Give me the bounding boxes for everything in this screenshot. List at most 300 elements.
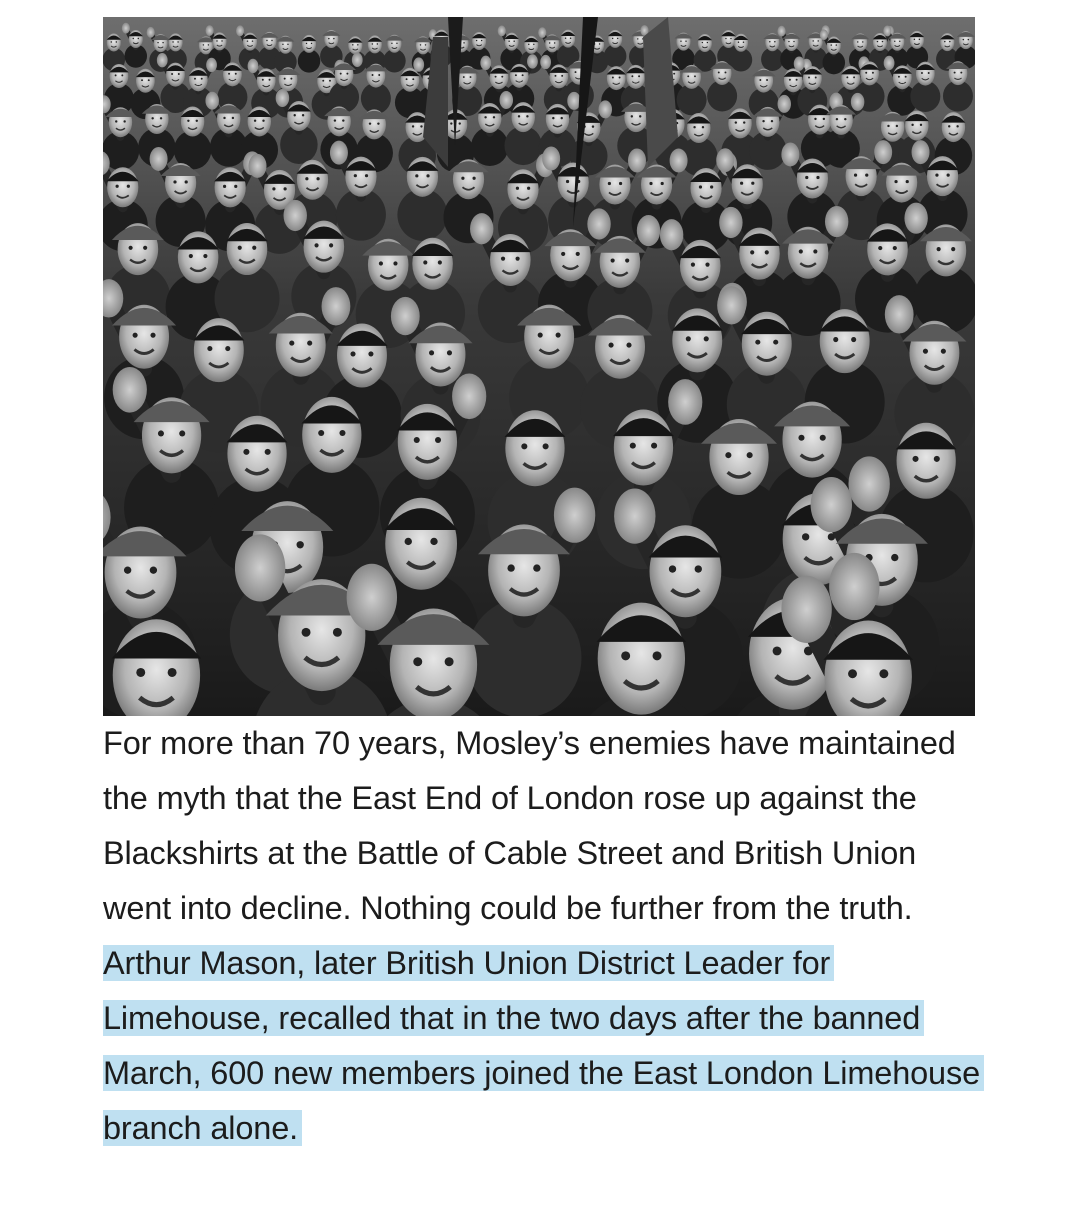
raised-hand (330, 141, 348, 165)
highlighted-text[interactable]: Arthur Mason, later British Union District Leader for Limehouse, recalled that in the two days after the banned March, 600 new members joined the East London Limehouse branch alone. (103, 945, 984, 1146)
eye (201, 78, 203, 80)
eye (518, 115, 520, 117)
eye (282, 44, 283, 45)
eye (157, 42, 158, 43)
eye (808, 77, 810, 79)
raised-hand (113, 367, 147, 413)
eye (133, 333, 138, 338)
eye (127, 185, 130, 188)
eye (495, 76, 497, 78)
eye (928, 72, 930, 74)
eye (877, 41, 878, 42)
eye (638, 75, 640, 77)
raised-hand (829, 553, 879, 620)
eye (747, 452, 753, 458)
eye (923, 349, 928, 354)
eye (680, 40, 681, 41)
eye (111, 41, 112, 42)
eye (216, 40, 217, 41)
eye (543, 443, 549, 449)
raised-hand (599, 100, 613, 118)
eye (501, 76, 503, 78)
raised-hand (540, 55, 551, 69)
eye (177, 41, 178, 42)
eye (846, 76, 848, 78)
eye (905, 76, 907, 78)
eye (158, 430, 164, 436)
eye (637, 38, 638, 39)
eye (921, 72, 923, 74)
eye (608, 182, 611, 185)
raised-hand (885, 295, 914, 333)
eye (565, 37, 566, 38)
eye (527, 187, 530, 190)
eye (815, 77, 817, 79)
eye (123, 120, 125, 122)
eye (893, 246, 897, 250)
eye (329, 243, 333, 247)
eye (116, 185, 119, 188)
raised-hand (284, 200, 307, 231)
eye (937, 247, 941, 251)
eye (649, 182, 652, 185)
eye (812, 40, 813, 41)
eye (611, 258, 615, 262)
eye (339, 430, 345, 436)
eye (836, 44, 837, 45)
eye (243, 449, 249, 455)
eye (865, 72, 867, 74)
eye (461, 177, 464, 180)
eye (203, 44, 204, 45)
eye (459, 122, 461, 124)
eye (725, 452, 731, 458)
eye (762, 120, 764, 122)
eye (609, 343, 614, 348)
eye (960, 72, 962, 74)
eye (823, 118, 825, 120)
eye (699, 185, 702, 188)
raised-hand (719, 207, 742, 238)
eye (287, 44, 288, 45)
eye (115, 74, 117, 76)
eye (235, 73, 237, 75)
eye (694, 75, 696, 77)
eye (906, 180, 909, 183)
eye (561, 75, 563, 77)
eye (513, 41, 514, 42)
eye (420, 44, 421, 45)
raised-hand (874, 140, 892, 164)
eye (853, 76, 855, 78)
eye (533, 564, 540, 571)
eye (129, 246, 133, 250)
eye (405, 538, 412, 545)
eye (533, 44, 534, 45)
eye (450, 122, 452, 124)
eye (508, 41, 509, 42)
raised-hand (352, 53, 363, 67)
eye (554, 42, 555, 43)
eye (865, 174, 868, 177)
eye (252, 246, 256, 250)
eye (879, 669, 888, 678)
raised-hand (470, 213, 493, 244)
eye (208, 44, 209, 45)
eye (297, 541, 304, 548)
eye (463, 76, 465, 78)
eye (599, 43, 600, 44)
raised-hand (781, 142, 799, 166)
eye (702, 126, 704, 128)
eye (350, 351, 355, 356)
raised-hand (717, 286, 746, 324)
eye (438, 260, 442, 264)
eye (751, 182, 754, 185)
eye (415, 174, 418, 177)
eye (311, 43, 312, 44)
raised-hand (236, 25, 244, 36)
eye (769, 41, 770, 42)
eye (412, 125, 414, 127)
eye (934, 456, 940, 462)
raised-hand (452, 373, 486, 419)
eye (894, 180, 897, 183)
eye (150, 333, 155, 338)
eye (661, 182, 664, 185)
raised-hand (825, 206, 848, 237)
eye (718, 71, 720, 73)
eye (463, 42, 464, 43)
eye (639, 115, 641, 117)
raised-hand (205, 92, 219, 110)
eye (481, 40, 482, 41)
eye (653, 651, 662, 660)
eye (766, 79, 768, 81)
eye (185, 180, 188, 183)
eye (844, 118, 846, 120)
eye (949, 41, 950, 42)
eye (372, 74, 374, 76)
raised-hand (912, 140, 930, 164)
eye (619, 77, 621, 79)
eye (223, 185, 226, 188)
raised-hand (904, 203, 927, 234)
eye (556, 332, 561, 337)
eye (121, 74, 123, 76)
eye (948, 125, 950, 127)
eye (686, 336, 691, 341)
raised-hand (480, 56, 491, 70)
eye (773, 646, 782, 655)
eye (391, 43, 392, 44)
eye (333, 38, 334, 39)
raised-hand (322, 287, 351, 325)
eye (420, 125, 422, 127)
eye (771, 120, 773, 122)
eye (340, 73, 342, 75)
eye (368, 351, 373, 356)
eye (687, 75, 689, 77)
eye (203, 254, 207, 258)
eye (265, 449, 271, 455)
crowd-photo (103, 17, 975, 716)
eye (947, 174, 950, 177)
eye (725, 38, 726, 39)
eye (413, 657, 422, 666)
eye (516, 187, 519, 190)
raised-hand (794, 57, 805, 71)
eye (773, 340, 778, 345)
eye (619, 182, 622, 185)
eye (857, 41, 858, 42)
eye (693, 126, 695, 128)
eye (685, 40, 686, 41)
eye (172, 41, 173, 42)
eye (673, 73, 675, 75)
raised-hand (542, 146, 560, 170)
eye (307, 341, 312, 346)
crowd-photo-graphic (103, 17, 975, 716)
eye (369, 122, 371, 124)
eye (566, 180, 569, 183)
eye (561, 252, 565, 256)
eye (412, 78, 414, 80)
eye (538, 332, 543, 337)
eye (271, 40, 272, 41)
eye (484, 116, 486, 118)
eye (262, 119, 264, 121)
eye (788, 41, 789, 42)
eye (426, 174, 429, 177)
eye (234, 185, 237, 188)
eye (352, 44, 353, 45)
raised-hand (235, 534, 285, 601)
eye (710, 185, 713, 188)
eye (378, 74, 380, 76)
eye (592, 125, 594, 127)
raised-hand (500, 91, 514, 109)
eye (406, 78, 408, 80)
eye (314, 243, 318, 247)
eye (954, 72, 956, 74)
eye (178, 73, 180, 75)
raised-hand (413, 57, 424, 71)
eye (429, 350, 434, 355)
eye (743, 121, 745, 123)
eye (318, 430, 324, 436)
eye (793, 41, 794, 42)
eye (561, 117, 563, 119)
eye (896, 125, 898, 127)
raised-hand (851, 93, 865, 111)
eye (136, 668, 145, 677)
eye (522, 74, 524, 76)
eye (445, 657, 454, 666)
raised-hand (628, 148, 646, 172)
eye (621, 651, 630, 660)
eye (254, 119, 256, 121)
eye (631, 75, 633, 77)
eye (124, 567, 131, 574)
eye (848, 669, 857, 678)
eye (612, 38, 613, 39)
raised-hand (206, 25, 214, 36)
eye (695, 565, 702, 572)
eye (951, 247, 955, 251)
eye (914, 39, 915, 40)
eye (138, 38, 139, 39)
eye (854, 174, 857, 177)
raised-hand (660, 219, 683, 250)
eye (425, 44, 426, 45)
eye (944, 41, 945, 42)
eye (396, 43, 397, 44)
eye (115, 120, 117, 122)
eye (141, 79, 143, 81)
eye (759, 79, 761, 81)
eye (470, 76, 472, 78)
eye (305, 177, 308, 180)
article-paragraph (103, 716, 983, 1156)
eye (630, 443, 636, 449)
eye (878, 246, 882, 250)
eye (423, 260, 427, 264)
raised-hand (778, 26, 786, 37)
eye (669, 565, 676, 572)
eye (493, 116, 495, 118)
eye (702, 42, 703, 43)
eye (372, 43, 373, 44)
eye (189, 254, 193, 258)
eye (963, 39, 964, 40)
raised-hand (781, 576, 831, 643)
eye (798, 435, 804, 441)
raised-hand (538, 27, 546, 38)
eye (302, 628, 311, 637)
eye (920, 124, 922, 126)
eye (194, 78, 196, 80)
eye (346, 73, 348, 75)
eye (625, 258, 629, 262)
eye (894, 41, 895, 42)
eye (651, 443, 657, 449)
raised-hand (147, 27, 155, 38)
eye (552, 117, 554, 119)
eye (207, 346, 212, 351)
eye (691, 263, 695, 267)
eye (935, 174, 938, 177)
eye (738, 42, 739, 43)
raised-hand (150, 147, 168, 171)
eye (833, 337, 838, 342)
eye (357, 44, 358, 45)
raised-hand (276, 89, 290, 107)
eye (476, 40, 477, 41)
eye (816, 176, 819, 179)
eye (831, 44, 832, 45)
eye (171, 73, 173, 75)
eye (805, 176, 808, 179)
eye (342, 119, 344, 121)
eye (813, 249, 817, 253)
eye (187, 120, 189, 122)
eye (705, 263, 709, 267)
eye (294, 114, 296, 116)
raised-hand (122, 23, 130, 34)
eye (328, 38, 329, 39)
eye (221, 40, 222, 41)
eye (755, 340, 760, 345)
eye (626, 343, 631, 348)
eye (150, 567, 157, 574)
eye (941, 349, 946, 354)
raised-hand (670, 149, 688, 173)
eye (316, 177, 319, 180)
eye (447, 350, 452, 355)
eye (289, 341, 294, 346)
eye (576, 252, 580, 256)
eye (919, 39, 920, 40)
eye (262, 79, 264, 81)
eye (899, 41, 900, 42)
eye (284, 187, 287, 190)
paragraph-text: For more than 70 years, Mosley’s enemies have maintained the myth that the East End of London rose up against the Blackshirts at the Battle of Cable Street and British Union went into decline. Nothing could be further from the truth. (103, 725, 956, 926)
eye (266, 40, 267, 41)
eye (168, 668, 177, 677)
eye (912, 456, 918, 462)
raised-hand (527, 54, 538, 68)
eye (148, 79, 150, 81)
eye (735, 121, 737, 123)
eye (302, 114, 304, 116)
eye (196, 120, 198, 122)
eye (730, 38, 731, 39)
raised-hand (347, 564, 397, 631)
raised-hand (157, 53, 168, 67)
eye (521, 443, 527, 449)
eye (898, 76, 900, 78)
eye (501, 257, 505, 261)
eye (284, 78, 286, 80)
eye (306, 43, 307, 44)
eye (247, 40, 248, 41)
eye (575, 71, 577, 73)
raised-hand (778, 95, 792, 113)
eye (887, 125, 889, 127)
eye (789, 79, 791, 81)
eye (820, 435, 826, 441)
eye (272, 187, 275, 190)
eye (740, 182, 743, 185)
raised-hand (206, 58, 217, 72)
eye (799, 249, 803, 253)
raised-hand (554, 488, 595, 543)
eye (322, 80, 324, 82)
eye (818, 40, 819, 41)
raised-hand (248, 59, 259, 73)
eye (225, 346, 230, 351)
eye (223, 117, 225, 119)
eye (334, 119, 336, 121)
eye (750, 250, 754, 254)
eye (329, 80, 331, 82)
eye (725, 71, 727, 73)
eye (707, 42, 708, 43)
eye (252, 40, 253, 41)
eye (151, 117, 153, 119)
eye (528, 44, 529, 45)
